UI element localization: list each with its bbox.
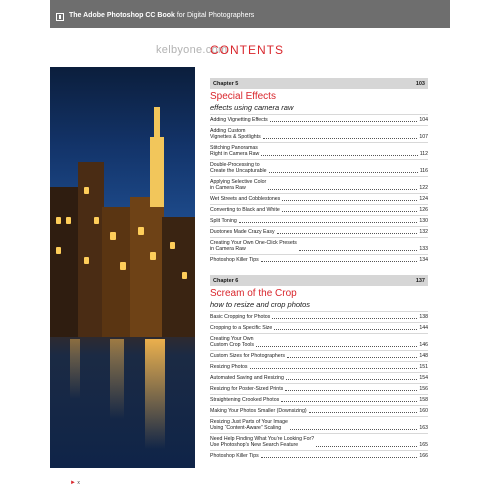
- toc-entry-page: 134: [419, 257, 428, 263]
- toc-entry-title: Custom Sizes for Photographers: [210, 353, 285, 359]
- toc-entry-page: 163: [419, 425, 428, 431]
- chapter-page: 137: [415, 277, 425, 284]
- dot-leader: [309, 412, 418, 413]
- dot-leader: [268, 189, 417, 190]
- chapter-subtitle: how to resize and crop photos: [210, 300, 311, 309]
- dot-leader: [270, 121, 418, 122]
- toc-entry-title: Double-Processing to Create the Uncapturable: [210, 162, 267, 174]
- toc-entry[interactable]: [210, 361, 428, 372]
- dot-leader: [290, 429, 417, 430]
- dot-leader: [250, 368, 418, 369]
- page-number: x: [77, 480, 80, 486]
- toc-entry-list: [210, 311, 428, 461]
- toc-entry-title: Stitching Panoramas Right in Camera Raw: [210, 145, 260, 157]
- toc-entry-page: 126: [419, 207, 428, 213]
- chapter-label: Chapter 6: [213, 277, 239, 284]
- toc-entry-title: Making Your Photos Smaller (Downsizing): [210, 408, 307, 414]
- toc-entry-title: Resizing Photos: [210, 364, 248, 370]
- book-icon: [56, 13, 64, 21]
- toc-entry[interactable]: [210, 204, 428, 215]
- toc-entry-page: 165: [419, 442, 428, 448]
- toc-entry-title: Photoshop Killer Tips: [210, 257, 259, 263]
- church-tower: [150, 137, 164, 207]
- toc-entry-title: Creating Your Own One-Click Presets in Camera Raw: [210, 240, 297, 252]
- toc-entry-page: 146: [419, 342, 428, 348]
- dot-leader: [256, 346, 417, 347]
- dot-leader: [261, 155, 417, 156]
- toc-entry[interactable]: [210, 193, 428, 204]
- toc-entry-page: 124: [419, 196, 428, 202]
- toc-entry-title: Converting to Black and White: [210, 207, 280, 213]
- toc-entry[interactable]: [210, 142, 428, 159]
- toc-entry-page: 138: [419, 314, 428, 320]
- book-page: [50, 0, 450, 500]
- toc-entry[interactable]: [210, 226, 428, 237]
- site-name: kelbyone.com: [156, 44, 228, 56]
- toc-entry-title: Split Toning: [210, 218, 237, 224]
- dot-leader: [287, 357, 417, 358]
- toc-entry[interactable]: [210, 416, 428, 433]
- dot-leader: [286, 379, 418, 380]
- window-light: [66, 217, 71, 224]
- toc-entry-title: Duotones Made Crazy Easy: [210, 229, 275, 235]
- toc-entry-page: 158: [419, 397, 428, 403]
- toc-entry-page: 104: [419, 117, 428, 123]
- window-light: [150, 252, 156, 260]
- dot-leader: [282, 211, 418, 212]
- toc-entry[interactable]: [210, 125, 428, 142]
- toc-entry-page: 133: [419, 246, 428, 252]
- toc-entry[interactable]: [210, 383, 428, 394]
- toc-entry-page: 132: [419, 229, 428, 235]
- toc-entry[interactable]: [210, 254, 428, 265]
- toc-entry-title: Creating Your Own Custom Crop Tools: [210, 336, 255, 348]
- dot-leader: [282, 200, 417, 201]
- toc-entry-title: Basic Cropping for Photos: [210, 314, 271, 320]
- building-shape: [50, 187, 80, 337]
- toc-entry-title: Adding Vignetting Effects: [210, 117, 268, 123]
- book-title: [69, 12, 254, 19]
- toc-entry[interactable]: [210, 215, 428, 226]
- chapter-subtitle: effects using camera raw: [210, 103, 294, 112]
- toc-entry-title: Straightening Crooked Photos: [210, 397, 280, 403]
- toc-entry[interactable]: [210, 114, 428, 125]
- window-light: [56, 247, 61, 254]
- toc-entry[interactable]: [210, 237, 428, 254]
- water-reflection: [70, 339, 80, 399]
- toc-entry[interactable]: [210, 433, 428, 450]
- toc-entry[interactable]: [210, 311, 428, 322]
- chapter-title: Scream of the Crop: [210, 288, 297, 299]
- window-light: [120, 262, 126, 270]
- window-light: [138, 227, 144, 235]
- dot-leader: [269, 172, 418, 173]
- building-shape: [78, 162, 104, 337]
- window-light: [94, 217, 99, 224]
- building-shape: [162, 217, 195, 337]
- toc-entry-page: 154: [419, 375, 428, 381]
- dot-leader: [272, 318, 417, 319]
- dot-leader: [261, 261, 418, 262]
- building-shape: [130, 197, 164, 337]
- window-light: [84, 187, 89, 194]
- dot-leader: [316, 446, 417, 447]
- book-title-main: The Adobe Photoshop CC Book: [69, 12, 175, 19]
- water-reflection: [145, 339, 165, 449]
- toc-entry[interactable]: [210, 176, 428, 193]
- dot-leader: [285, 390, 417, 391]
- toc-entry[interactable]: [210, 159, 428, 176]
- toc-entry-page: 116: [419, 168, 428, 174]
- dot-leader: [299, 250, 418, 251]
- window-light: [110, 232, 116, 240]
- chapter-bar: [210, 275, 428, 286]
- dot-leader: [281, 401, 417, 402]
- book-title-sub: for Digital Photographers: [176, 12, 255, 19]
- dot-leader: [261, 457, 418, 458]
- toc-entry-title: Resizing for Poster-Sized Prints: [210, 386, 284, 392]
- toc-entry-page: 107: [419, 134, 428, 140]
- toc-entry-title: Photoshop Killer Tips: [210, 453, 259, 459]
- toc-entry-page: 151: [419, 364, 428, 370]
- amsterdam-night-photo: [50, 67, 195, 468]
- window-light: [56, 217, 61, 224]
- toc-entry-title: Automated Saving and Resizing: [210, 375, 284, 381]
- toc-entry-page: 112: [419, 151, 428, 157]
- chapter-bar: [210, 78, 428, 89]
- chapter-label: Chapter 5: [213, 80, 239, 87]
- triangle-marker-icon: ►: [70, 480, 76, 486]
- toc-entry-page: 166: [419, 453, 428, 459]
- water-reflection: [110, 339, 124, 419]
- dot-leader: [239, 222, 418, 223]
- chapter-5-section: [210, 78, 428, 265]
- toc-entry[interactable]: [210, 322, 428, 333]
- building-shape: [102, 207, 132, 337]
- toc-entry-list: [210, 114, 428, 265]
- toc-entry[interactable]: [210, 450, 428, 461]
- toc-entry-title: Resizing Just Parts of Your Image Using “Content-Aware” Scaling: [210, 419, 288, 431]
- toc-entry[interactable]: [210, 405, 428, 416]
- window-light: [170, 242, 175, 249]
- dot-leader: [263, 138, 418, 139]
- toc-entry-page: 156: [419, 386, 428, 392]
- toc-entry-title: Applying Selective Color in Camera Raw: [210, 179, 267, 191]
- toc-entry-title: Cropping to a Specific Size: [210, 325, 273, 331]
- toc-entry-page: 130: [419, 218, 428, 224]
- page-footer: [70, 480, 80, 486]
- toc-entry-title: Need Help Finding What You’re Looking For? Use Photoshop’s New Search Feature: [210, 436, 315, 448]
- toc-entry[interactable]: [210, 372, 428, 383]
- toc-entry-title: Adding Custom Vignettes & Spotlights: [210, 128, 261, 140]
- chapter-page: 103: [415, 80, 425, 87]
- window-light: [84, 257, 89, 264]
- toc-entry-page: 148: [419, 353, 428, 359]
- dot-leader: [277, 233, 418, 234]
- toc-entry[interactable]: [210, 394, 428, 405]
- church-spire: [154, 107, 160, 139]
- window-light: [182, 272, 187, 279]
- toc-entry-page: 160: [419, 408, 428, 414]
- toc-entry[interactable]: [210, 333, 428, 350]
- chapter-title: Special Effects: [210, 91, 276, 102]
- contents-heading: CONTENTS: [210, 43, 284, 57]
- toc-entry-title: Wet Streets and Cobblestones: [210, 196, 281, 202]
- toc-entry-page: 144: [419, 325, 428, 331]
- toc-entry[interactable]: [210, 350, 428, 361]
- chapter-6-section: [210, 275, 428, 461]
- dot-leader: [274, 329, 417, 330]
- book-header-bar: [50, 0, 450, 28]
- toc-entry-page: 122: [419, 185, 428, 191]
